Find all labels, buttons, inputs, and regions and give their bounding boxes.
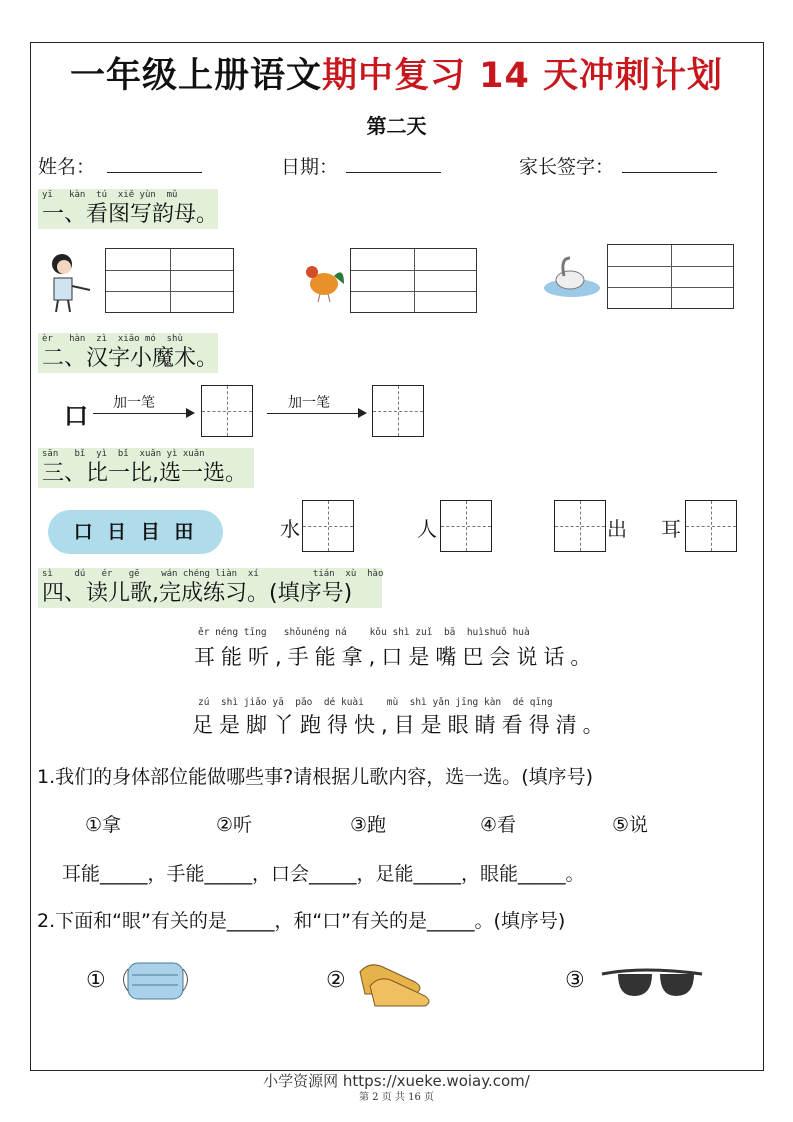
start-char: 口 <box>64 402 88 430</box>
heading-pinyin: èr hàn zì xiǎo mó shù <box>42 334 183 344</box>
footer-site: 小学资源网 https://xueke.woiay.com/ <box>263 1072 530 1090</box>
poem-line-2-pinyin: zú shì jiǎo yā pǎo dé kuài mù shì yǎn jīng kàn dé qīng <box>198 697 553 708</box>
footer-page-number: 第 2 页 共 16 页 <box>359 1092 434 1103</box>
day-subtitle: 第二天 <box>366 114 427 138</box>
heading-text: 二、汉字小魔术。 <box>42 346 219 371</box>
sunglasses-picture <box>598 960 708 1005</box>
tian-box-out[interactable] <box>554 500 606 552</box>
char-out: 出 <box>607 517 627 541</box>
poem-line-1-pinyin: ěr néng tīng shǒunéng ná kǒu shì zuǐ bā huìshuō huà <box>198 627 530 638</box>
option-5: ⑤说 <box>612 814 649 836</box>
tian-box-1[interactable] <box>201 385 253 437</box>
sign-label: 家长签字： <box>519 156 615 178</box>
option-2: ②听 <box>216 814 253 836</box>
goose-picture <box>542 250 602 300</box>
writing-box-1[interactable] <box>105 248 234 313</box>
rooster-picture <box>298 258 348 303</box>
tian-box-ear[interactable] <box>685 500 737 552</box>
arrow-label-2: 加一笔 <box>288 395 330 411</box>
arrow-2 <box>267 413 365 414</box>
option-4: ④看 <box>480 814 517 836</box>
writing-box-3[interactable] <box>607 244 734 309</box>
question-2: 2.下面和“眼”有关的是_____，和“口”有关的是_____。(填序号) <box>37 910 566 932</box>
girl-picture <box>42 250 97 315</box>
shoes-picture <box>355 952 435 1008</box>
char-ear: 耳 <box>661 517 681 541</box>
sign-line[interactable] <box>622 172 717 173</box>
heading-pinyin: sì dú ér gē wán chéng liàn xí tián xù hào <box>42 569 384 579</box>
page-title <box>0 48 793 98</box>
option-1: ①拿 <box>85 814 122 836</box>
date-field[interactable] <box>281 152 441 179</box>
pic-number-2: ② <box>326 968 346 993</box>
heading-pinyin: yī kàn tú xiě yùn mǔ <box>42 190 178 200</box>
title-black: 一年级上册语文 <box>69 56 322 96</box>
pic-number-3: ③ <box>565 968 585 993</box>
tian-box-water[interactable] <box>302 500 354 552</box>
heading-text: 四、读儿歌,完成练习。(填序号) <box>42 581 353 606</box>
section-3-heading <box>38 448 254 488</box>
name-field[interactable] <box>38 152 202 179</box>
fill-in-row[interactable]: 耳能_____，手能_____，口会_____，足能_____，眼能_____。 <box>62 863 585 885</box>
writing-box-2[interactable] <box>350 248 477 313</box>
section-4-heading <box>38 568 382 608</box>
tian-box-person[interactable] <box>440 500 492 552</box>
heading-text: 一、看图写韵母。 <box>42 202 219 227</box>
char-water: 水 <box>280 517 300 541</box>
arrow-1 <box>93 413 193 414</box>
char-person: 人 <box>417 517 437 541</box>
mask-picture <box>118 955 193 1005</box>
date-line[interactable] <box>346 172 441 173</box>
title-red: 期中复习 14 天冲刺计划 <box>321 56 724 96</box>
section-1-heading <box>38 189 218 229</box>
char-cloud: 口 日 目 田 <box>48 510 223 554</box>
tian-box-2[interactable] <box>372 385 424 437</box>
poem-line-1: 耳能听,手能拿,口是嘴巴会说话。 <box>194 645 598 669</box>
name-label: 姓名： <box>38 156 96 178</box>
date-label: 日期： <box>281 156 339 178</box>
poem-line-2: 足是脚丫跑得快,目是眼睛看得清。 <box>192 713 610 737</box>
question-1: 1.我们的身体部位能做哪些事?请根据儿歌内容，选一选。(填序号) <box>37 766 594 788</box>
heading-text: 三、比一比,选一选。 <box>42 461 247 486</box>
pic-number-1: ① <box>86 968 106 993</box>
section-2-heading <box>38 333 218 373</box>
name-line[interactable] <box>107 172 202 173</box>
arrow-label-1: 加一笔 <box>113 395 155 411</box>
option-3: ③跑 <box>350 814 387 836</box>
heading-pinyin: sān bǐ yì bǐ xuǎn yì xuǎn <box>42 449 205 459</box>
sign-field[interactable] <box>519 152 717 179</box>
